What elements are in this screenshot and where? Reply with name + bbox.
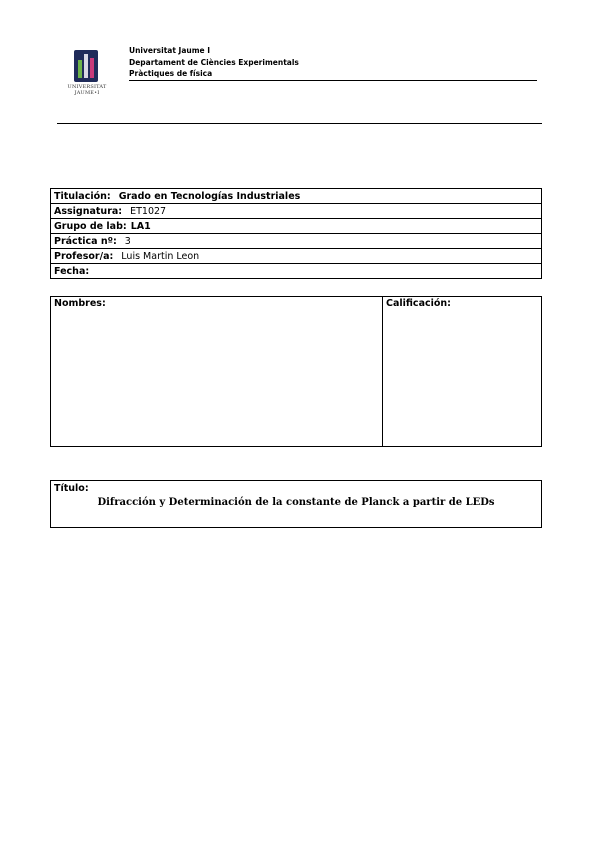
fecha-label: Fecha: <box>54 265 90 277</box>
row-profesor <box>51 249 542 264</box>
practica-label: Práctica nº: <box>54 235 117 247</box>
asignatura-value: ET1027 <box>130 205 167 217</box>
header-department: Departament de Ciències Experimentals <box>129 57 299 67</box>
row-titulacion <box>51 189 542 204</box>
nombres-label: Nombres: <box>54 298 106 309</box>
row-fecha <box>51 264 542 279</box>
document-header <box>129 45 299 80</box>
header-divider <box>129 80 537 81</box>
profesor-value: Luis Martin Leon <box>121 250 200 262</box>
asignatura-label: Assignatura: <box>54 205 123 217</box>
header-university: Universitat Jaume I <box>129 46 211 55</box>
practica-value: 3 <box>124 235 131 247</box>
practice-title: Difracción y Determinación de la constante de Planck a partir de LEDs <box>97 497 495 508</box>
row-asignatura <box>51 204 542 219</box>
titulacion-value: Grado en Tecnologías Industriales <box>118 190 301 202</box>
calificacion-cell <box>383 297 541 448</box>
names-grade-box <box>50 296 542 447</box>
header-course: Pràctiques de física <box>129 69 213 78</box>
title-box <box>50 480 542 528</box>
row-grupo <box>51 219 542 234</box>
row-practica <box>51 234 542 249</box>
page-divider <box>57 123 542 124</box>
titulacion-label: Titulación: <box>54 190 111 202</box>
logo-text: UNIVERSITAT JAUME•I <box>67 84 107 96</box>
university-emblem-icon <box>74 50 98 82</box>
grupo-value: LA1 <box>130 220 151 232</box>
titulo-label: Título: <box>54 483 89 494</box>
calificacion-label: Calificación: <box>386 298 451 309</box>
nombres-cell <box>51 297 383 446</box>
profesor-label: Profesor/a: <box>54 250 114 262</box>
university-logo <box>62 50 112 102</box>
grupo-label: Grupo de lab: <box>54 220 127 232</box>
course-info-table <box>50 188 542 279</box>
